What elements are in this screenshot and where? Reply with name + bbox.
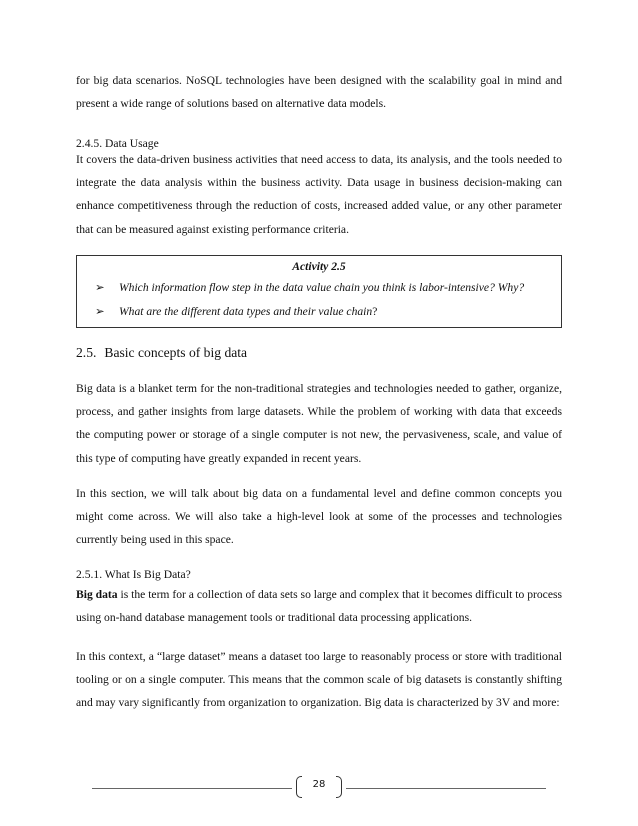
- big-data-definition: [76, 583, 562, 629]
- big-data-term: Big data: [76, 588, 118, 601]
- right-bracket-icon: [336, 776, 342, 798]
- activity-bullet-text: Which information flow step in the data value chain you think is labor-intensive? Why?: [119, 281, 525, 294]
- page-footer: [0, 776, 638, 806]
- page-number: 28: [312, 779, 326, 790]
- activity-title: Activity 2.5: [292, 260, 346, 273]
- activity-bullet-text: What are the different data types and their value chain: [119, 305, 373, 318]
- activity-box: [76, 255, 562, 328]
- arrow-bullet-icon: ➢: [95, 281, 105, 294]
- data-usage-paragraph: It covers the data-driven business activities that need access to data, its analysis, and the tools needed to integrate the data analysis within the business activity. Data usage in business decision-making can enhance competitiveness through the reduction of costs, increased added value, or any other parameter that can be measured against existing performance criteria.: [76, 153, 562, 236]
- section-number: 2.5.: [76, 345, 97, 360]
- footer-rule-right: [346, 788, 546, 789]
- activity-bullet: [95, 304, 377, 318]
- big-data-definition-text: is the term for a collection of data sets so large and complex that it becomes difficult to process using on-hand database management tools or traditional data processing applications.: [76, 588, 562, 625]
- section-paragraph: Big data is a blanket term for the non-traditional strategies and technologies needed to gather, organize, process, and gather insights from large datasets. While the problem of working with data that exceeds the computing power or storage of a single computer is not new, the pervasiveness, scale, and value of this type of computing have greatly expanded in recent years.: [76, 382, 562, 465]
- intro-paragraph: for big data scenarios. NoSQL technologies have been designed with the scalability goal in mind and present a wide range of solutions based on alternative data models.: [76, 74, 562, 111]
- section-title-text: Basic concepts of big data: [104, 345, 248, 360]
- section-paragraph: In this section, we will talk about big data on a fundamental level and define common concepts you might come across. We will also take a high-level look at some of the processes and technologies currently being used in this space.: [76, 487, 562, 547]
- activity-bullet-suffix: ?: [372, 305, 378, 318]
- activity-bullet: [95, 280, 524, 294]
- large-dataset-paragraph: In this context, a “large dataset” means a dataset too large to reasonably process or store with traditional tooling or on a single computer. This means that the common scale of big datasets is constantly shifting and may vary significantly from organization to organization. Big data is characterized by 3V and more:: [76, 650, 562, 710]
- data-usage-heading: 2.4.5. Data Usage: [76, 137, 159, 150]
- footer-rule-left: [92, 788, 292, 789]
- section-title: [76, 344, 247, 362]
- what-is-big-data-heading: 2.5.1. What Is Big Data?: [76, 568, 191, 581]
- arrow-bullet-icon: ➢: [95, 305, 105, 318]
